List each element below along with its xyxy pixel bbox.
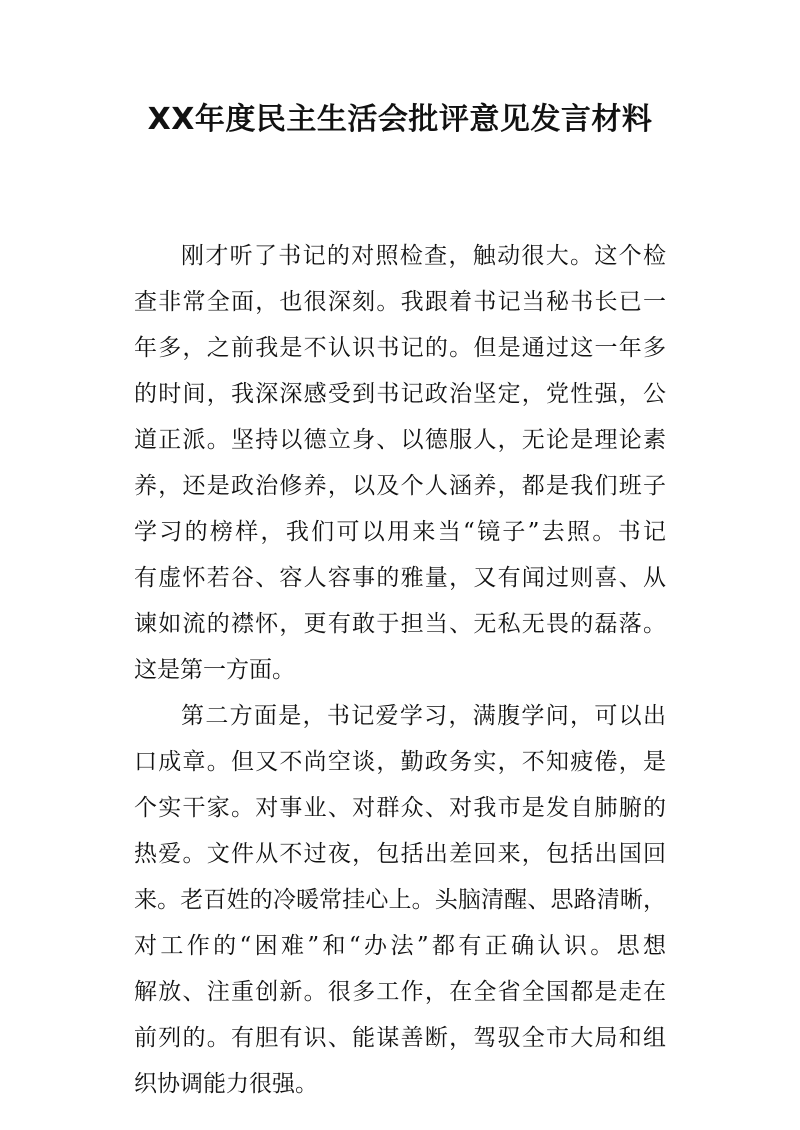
document-title: XX年度民主生活会批评意见发言材料 xyxy=(147,102,653,137)
paragraph-line: 年多，之前我是不认识书记的。但是通过这一年多 xyxy=(134,335,666,361)
paragraph-line: 解放、注重创新。很多工作，在全省全国都是走在 xyxy=(134,979,666,1005)
paragraph-line: 道正派。坚持以德立身、以德服人，无论是理论素 xyxy=(134,427,666,453)
paragraph-line: 对工作的“困难”和“办法”都有正确认识。思想 xyxy=(134,933,666,959)
paragraph-line: 来。老百姓的冷暖常挂心上。头脑清醒、思路清晰， xyxy=(134,887,666,913)
paragraph-line: 个实干家。对事业、对群众、对我市是发自肺腑的 xyxy=(134,795,666,821)
paragraph-line: 刚才听了书记的对照检查，触动很大。这个检 xyxy=(181,243,666,269)
paragraph-line: 的时间，我深深感受到书记政治坚定，党性强，公 xyxy=(134,381,666,407)
paragraph-2 xyxy=(134,693,666,1107)
paragraph-line: 前列的。有胆有识、能谋善断，驾驭全市大局和组 xyxy=(134,1025,666,1051)
paragraph-line: 查非常全面，也很深刻。我跟着书记当秘书长已一 xyxy=(134,289,666,315)
paragraph-line: 有虚怀若谷、容人容事的雅量，又有闻过则喜、从 xyxy=(134,565,666,591)
paragraph-line: 谏如流的襟怀，更有敢于担当、无私无畏的磊落。 xyxy=(134,611,666,637)
paragraph-line: 学习的榜样，我们可以用来当“镜子”去照。书记 xyxy=(134,519,666,545)
paragraph-line: 热爱。文件从不过夜，包括出差回来，包括出国回 xyxy=(134,841,666,867)
document-body xyxy=(134,233,666,1107)
paragraph-line: 这是第一方面。 xyxy=(134,657,295,683)
paragraph-line: 养，还是政治修养，以及个人涵养，都是我们班子 xyxy=(134,473,666,499)
paragraph-line: 口成章。但又不尚空谈，勤政务实，不知疲倦，是 xyxy=(134,749,666,775)
paragraph-line: 织协调能力很强。 xyxy=(134,1071,318,1097)
paragraph-1 xyxy=(134,233,666,693)
paragraph-line: 第二方面是，书记爱学习，满腹学问，可以出 xyxy=(181,703,666,729)
